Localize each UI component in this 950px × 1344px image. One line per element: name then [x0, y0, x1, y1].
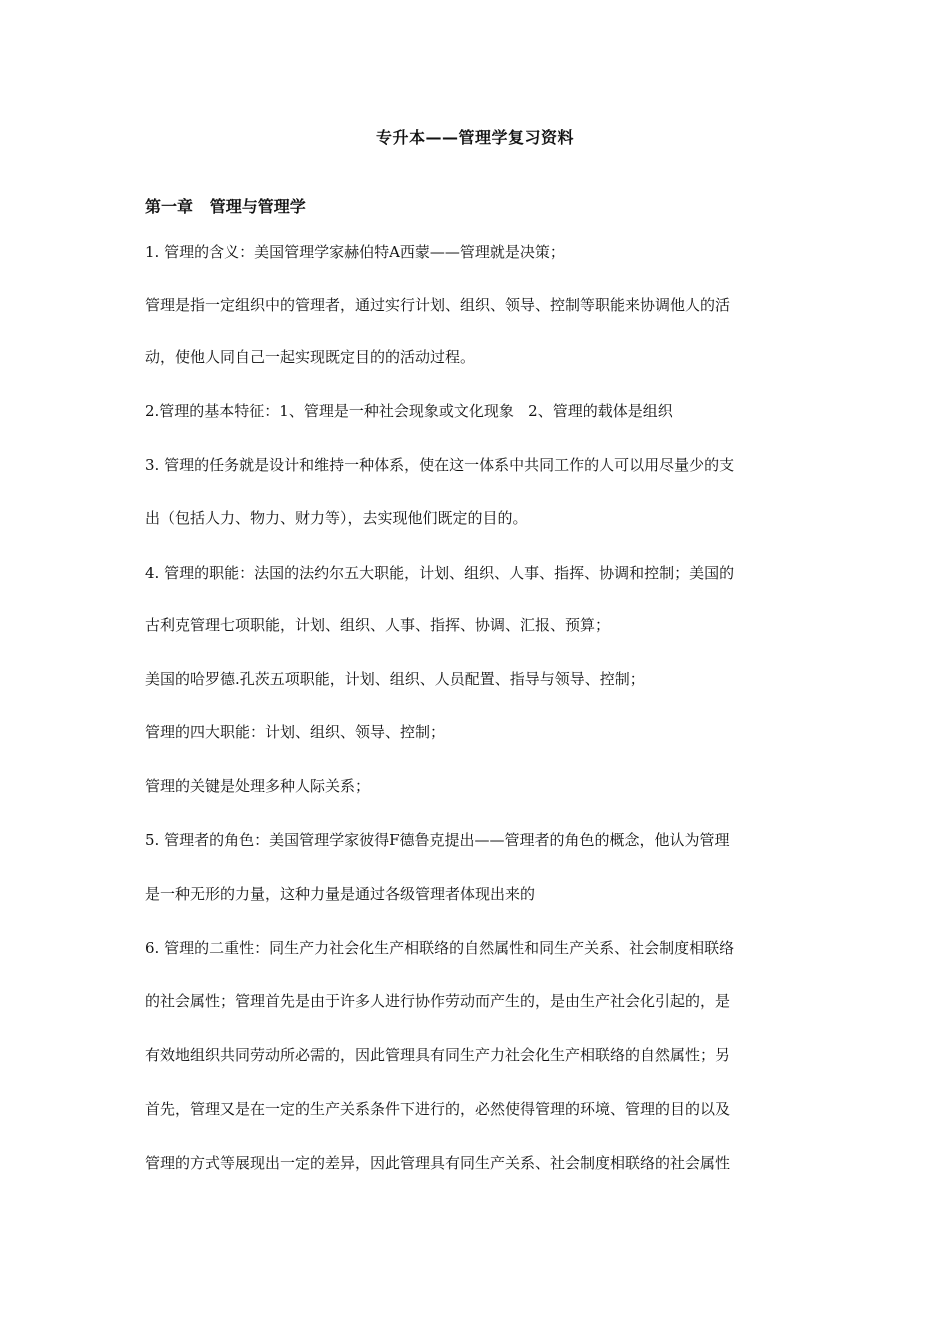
- paragraph-line: 2.管理的基本特征：1、管理是一种社会现象或文化现象 2、管理的载体是组织: [145, 402, 673, 420]
- paragraph-line: 是一种无形的力量，这种力量是通过各级管理者体现出来的: [145, 885, 536, 903]
- paragraph-line: 的社会属性；管理首先是由于许多人进行协作劳动而产生的，是由生产社会化引起的，是: [145, 992, 731, 1010]
- paragraph-line: 6. 管理的二重性：同生产力社会化生产相联络的自然属性和同生产关系、社会制度相联络: [145, 939, 735, 957]
- paragraph-line: 动，使他人同自己一起实现既定目的的活动过程。: [145, 348, 476, 366]
- paragraph-line: 3. 管理的任务就是设计和维持一种体系，使在这一体系中共同工作的人可以用尽量少的支: [145, 456, 735, 474]
- paragraph-line: 管理的四大职能：计划、组织、领导、控制；: [145, 723, 446, 741]
- paragraph-line: 首先，管理又是在一定的生产关系条件下进行的，必然使得管理的环境、管理的目的以及: [145, 1100, 731, 1118]
- chapter-heading: 第一章 管理与管理学: [145, 197, 306, 216]
- paragraph-line: 出（包括人力、物力、财力等），去实现他们既定的目的。: [145, 509, 528, 527]
- paragraph-line: 管理的方式等展现出一定的差异，因此管理具有同生产关系、社会制度相联络的社会属性: [145, 1154, 731, 1172]
- paragraph-line: 1. 管理的含义：美国管理学家赫伯特A西蒙——管理就是决策；: [145, 243, 565, 261]
- paragraph-line: 5. 管理者的角色：美国管理学家彼得F德鲁克提出——管理者的角色的概念，他认为管理: [145, 831, 730, 849]
- paragraph-line: 管理的关键是处理多种人际关系；: [145, 777, 371, 795]
- paragraph-line: 管理是指一定组织中的管理者，通过实行计划、组织、领导、控制等职能来协调他人的活: [145, 296, 731, 314]
- paragraph-line: 古利克管理七项职能，计划、组织、人事、指挥、协调、汇报、预算；: [145, 616, 611, 634]
- document-title: 专升本——管理学复习资料: [375, 128, 574, 147]
- paragraph-line: 美国的哈罗德.孔茨五项职能，计划、组织、人员配置、指导与领导、控制；: [145, 670, 645, 688]
- paragraph-line: 4. 管理的职能：法国的法约尔五大职能，计划、组织、人事、指挥、协调和控制；美国的: [145, 564, 735, 582]
- paragraph-line: 有效地组织共同劳动所必需的，因此管理具有同生产力社会化生产相联络的自然属性；另: [145, 1046, 731, 1064]
